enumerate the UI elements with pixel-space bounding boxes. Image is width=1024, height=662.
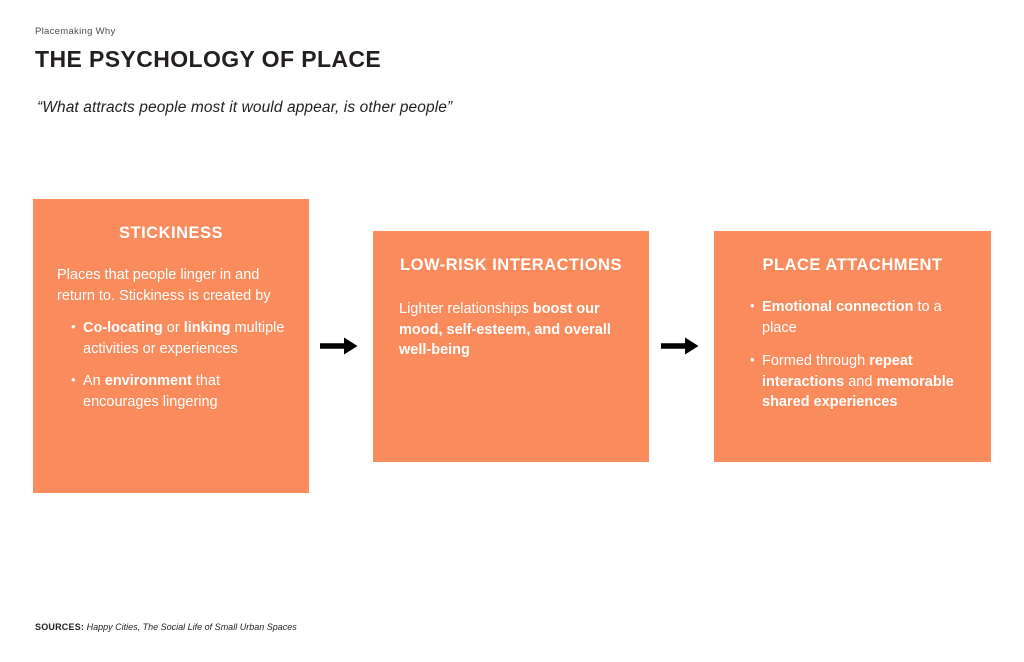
step-card-stickiness	[33, 199, 309, 493]
subtitle-quote: “What attracts people most it would appear, is other people”	[37, 99, 453, 116]
arrow-right-icon	[320, 337, 358, 355]
list-item: • Formed through repeat interactions and memorable shared experiences	[750, 351, 955, 413]
step-body	[373, 299, 649, 361]
step-title: PLACE ATTACHMENT	[762, 256, 943, 274]
step-bullet-list	[748, 297, 955, 413]
step-title: LOW-RISK INTERACTIONS	[400, 256, 622, 274]
step-intro-text: Lighter relationships boost our mood, self-esteem, and overall well-being	[399, 301, 611, 359]
page-title: THE PSYCHOLOGY OF PLACE	[35, 46, 382, 72]
sources-text: Happy Cities, The Social Life of Small Urban Spaces	[86, 622, 297, 632]
list-item: • Co-locating or linking multiple activities or experiences	[71, 318, 285, 359]
sources-footer	[35, 622, 297, 632]
step-intro-text: Places that people linger in and return to. Stickiness is created by	[57, 267, 271, 304]
arrow-right-icon	[661, 337, 699, 355]
step-body	[33, 265, 309, 412]
list-item: • Emotional connection to a place	[750, 297, 955, 338]
list-item: • An environment that encourages lingering	[71, 371, 285, 412]
step-title: STICKINESS	[118, 224, 224, 242]
sources-label: SOURCES:	[35, 622, 85, 632]
step-body	[714, 297, 991, 413]
step-card-place-attachment	[714, 231, 991, 462]
step-card-low-risk-interactions	[373, 231, 649, 462]
eyebrow-label: Placemaking Why	[35, 26, 116, 37]
step-bullet-list	[57, 318, 285, 412]
